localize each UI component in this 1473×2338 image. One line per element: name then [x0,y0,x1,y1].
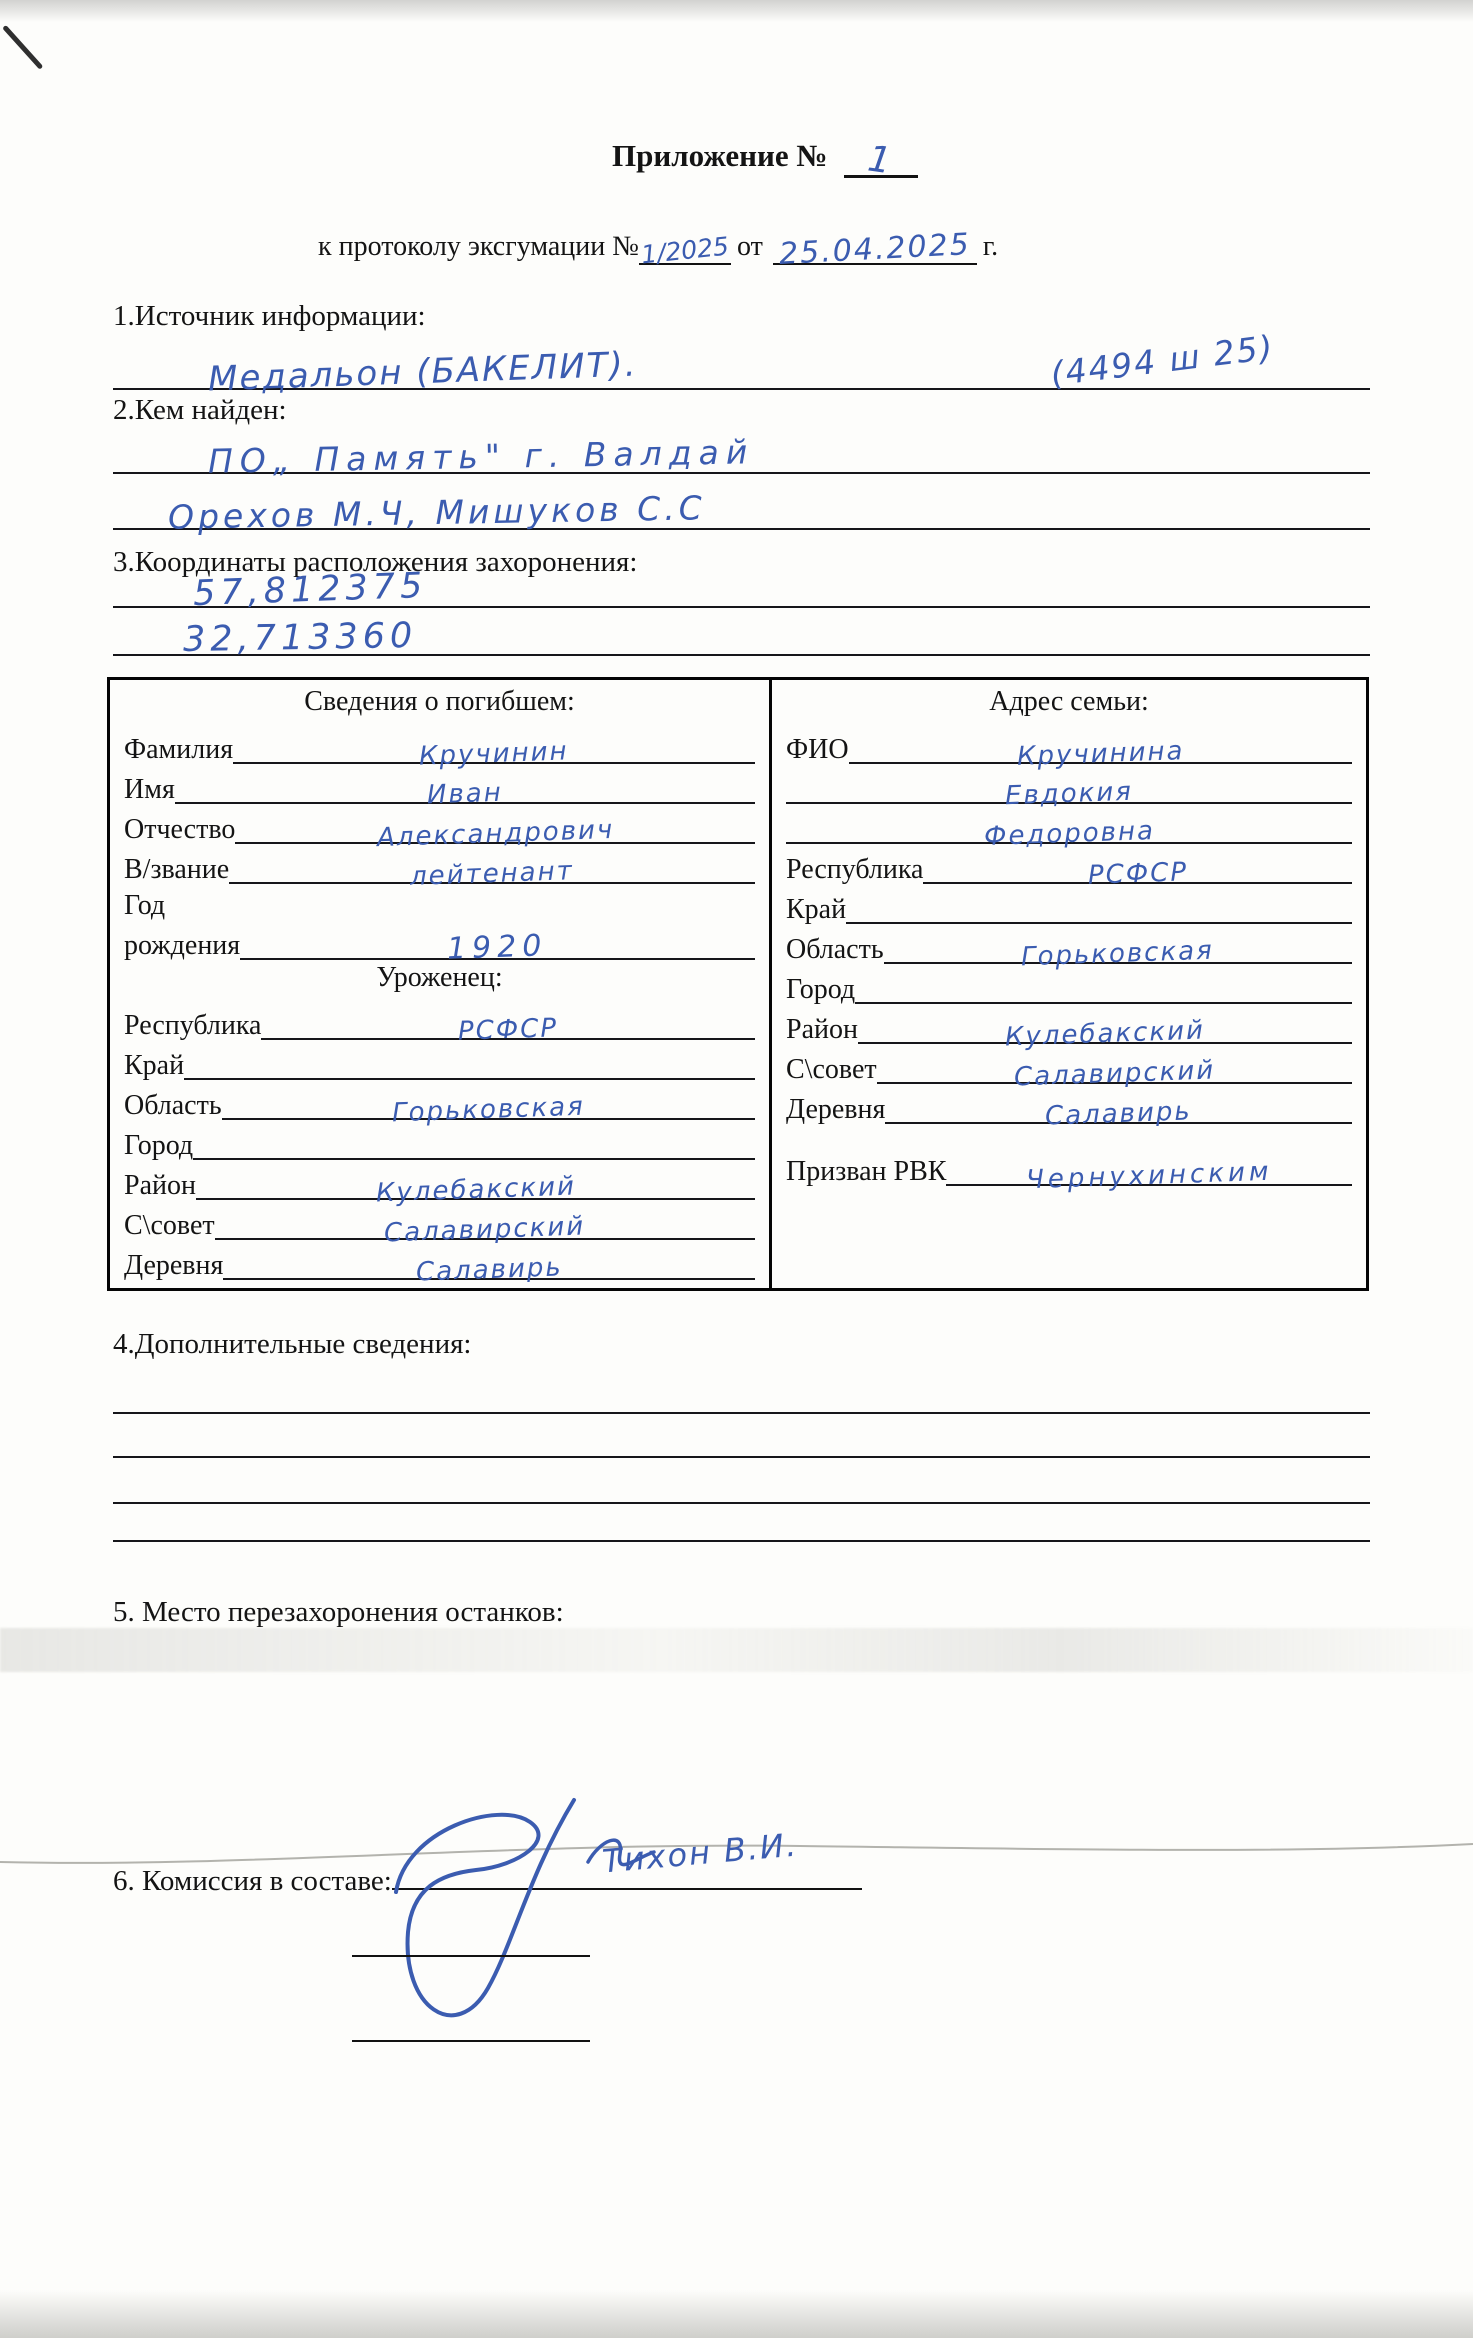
field-value: Кулебакский [1004,1015,1206,1053]
section2-value-2: Орехов М.Ч, Мишуков С.С [167,488,707,537]
protocol-number-value: 1/2025 [639,231,731,270]
section1-answer-line [113,327,1370,400]
section4-blank-line [113,1540,1370,1542]
field-label: Область [124,1089,222,1121]
field-label: Область [786,933,884,965]
field-value: РСФСР [457,1013,559,1047]
family-address-header: Адрес семьи: [989,686,1149,717]
table-row-birth-year [124,920,755,967]
field-value: Салавирь [415,1252,564,1288]
field-value: Иван [426,777,504,811]
section2-label: 2.Кем найден: [113,394,287,426]
table-row-fio [786,724,1352,772]
field-label: Имя [124,773,175,805]
field-value: Салавирский [1013,1055,1216,1093]
signature-name: Тихон В.И. [600,1825,800,1881]
field-label: Город [786,973,856,1005]
field-value: Салавирский [383,1211,586,1249]
table-row-patronymic [124,804,755,854]
section3-answer-line-1 [113,562,1370,615]
commission-blank-line [352,2040,590,2042]
field-label: Республика [124,1009,262,1041]
field-line [885,1092,1352,1132]
section3-label: 3.Координаты расположения захоронения: [113,546,638,578]
field-line [222,1088,755,1129]
protocol-subtitle-ot: от [736,231,763,262]
section3-value-1: 57,812375 [192,565,428,615]
field-label: С\совет [786,1053,877,1085]
field-line [175,772,755,811]
scan-edge-artifact-top [0,0,1473,26]
deceased-info-column [110,680,772,1288]
field-value: Евдокия [1004,776,1134,812]
section6-label: 6. Комиссия в составе: [113,1865,392,1897]
field-line [215,1208,755,1249]
section4-blank-line [113,1456,1370,1458]
scan-edge-artifact-bottom [0,2286,1473,2338]
field-line [261,1008,755,1047]
field-value: Федоровна [983,816,1155,852]
table-row-krai [124,1040,755,1080]
family-address-column [772,680,1366,1288]
casualty-info-table [107,677,1369,1291]
field-line [849,732,1352,772]
table-row-fio-cont [786,804,1352,852]
section5-label: 5. Место перезахоронения останков: [113,1596,564,1628]
field-label: С\совет [124,1209,215,1241]
table-row-surname [124,724,755,772]
table-row-republic [124,1000,755,1047]
section3-value-2: 32,713360 [182,615,418,661]
table-row-republic [786,844,1352,891]
field-line [240,923,755,967]
protocol-subtitle-prefix: к протоколу эксгумации № [318,231,639,262]
field-line [786,772,1352,812]
section1-label: 1.Источник информации: [113,300,426,332]
protocol-subtitle-row [318,227,999,272]
appendix-number-line [844,134,918,183]
field-line [196,1168,755,1209]
table-row-oblast [786,924,1352,973]
field-label: Район [124,1169,196,1201]
scan-smudge-band [0,1628,1473,1672]
table-row-krai [786,884,1352,924]
field-value: Горьковская [1020,935,1215,973]
field-line [923,852,1352,891]
field-value: Горьковская [391,1091,586,1129]
deceased-info-header: Сведения о погибшем: [304,686,575,717]
signature-scribble [378,1782,708,2072]
field-label: В/звание [124,853,230,885]
field-value: лейтенант [409,856,575,892]
signature-line [392,1825,862,1890]
protocol-date-value: 25.04.2025 [778,227,972,272]
section2-answer-line-2 [113,474,1370,537]
protocol-date-line [773,227,977,272]
field-value: РСФСР [1087,857,1189,891]
field-line [235,812,755,854]
field-label: Призван РВК [786,1155,947,1187]
protocol-number-line [639,231,731,270]
field-label: Деревня [786,1093,886,1125]
section3-answer-line-2 [113,610,1370,661]
section2-answer-line-1 [113,418,1370,481]
appendix-number-value: 1 [865,138,896,183]
appendix-title: Приложение № [612,138,828,173]
field-label: Год [124,889,166,921]
field-line [884,932,1352,973]
field-line [946,1154,1352,1196]
field-line [233,732,755,772]
field-line [786,812,1352,852]
field-value: Кручинина [1016,736,1185,772]
field-label: Район [786,1013,858,1045]
field-label: рождения [124,929,241,961]
field-line [877,1052,1352,1093]
field-value: Салавирь [1044,1096,1193,1132]
field-value: Кручинин [418,736,570,772]
field-label: ФИО [786,733,849,765]
commission-blank-line [352,1955,590,1957]
table-row-rvk [786,1146,1352,1196]
field-value: 1920 [446,928,549,967]
field-value: Чернухинским [1025,1156,1273,1196]
table-row-oblast [124,1080,755,1129]
field-line [858,1012,1352,1053]
section4-blank-line [113,1412,1370,1414]
section1-value: Медальон (БАКЕЛИТ). [207,344,639,400]
field-label: Край [786,893,847,925]
field-value: Александрович [376,814,615,854]
field-line [229,852,755,892]
section4-blank-line [113,1502,1370,1504]
table-row-district [786,1004,1352,1053]
protocol-subtitle-suffix: г. [982,231,999,262]
field-label: Отчество [124,813,236,845]
appendix-title-row [612,134,918,183]
field-label: Город [124,1129,194,1161]
section1-value-right: (4494 ш 25) [1048,327,1277,394]
table-row-district [124,1160,755,1209]
field-label: Деревня [124,1249,224,1281]
field-label: Республика [786,853,924,885]
field-line [223,1248,755,1288]
section2-value-1: ПО„ Память" г. Валдай [207,432,755,481]
scan-corner-mark [2,25,43,70]
field-value: Кулебакский [375,1171,576,1209]
native-of-subheader: Уроженец: [376,962,503,993]
field-label: Фамилия [124,733,234,765]
field-label: Край [124,1049,185,1081]
section4-label: 4.Дополнительные сведения: [113,1328,472,1360]
commission-row [113,1825,862,1898]
